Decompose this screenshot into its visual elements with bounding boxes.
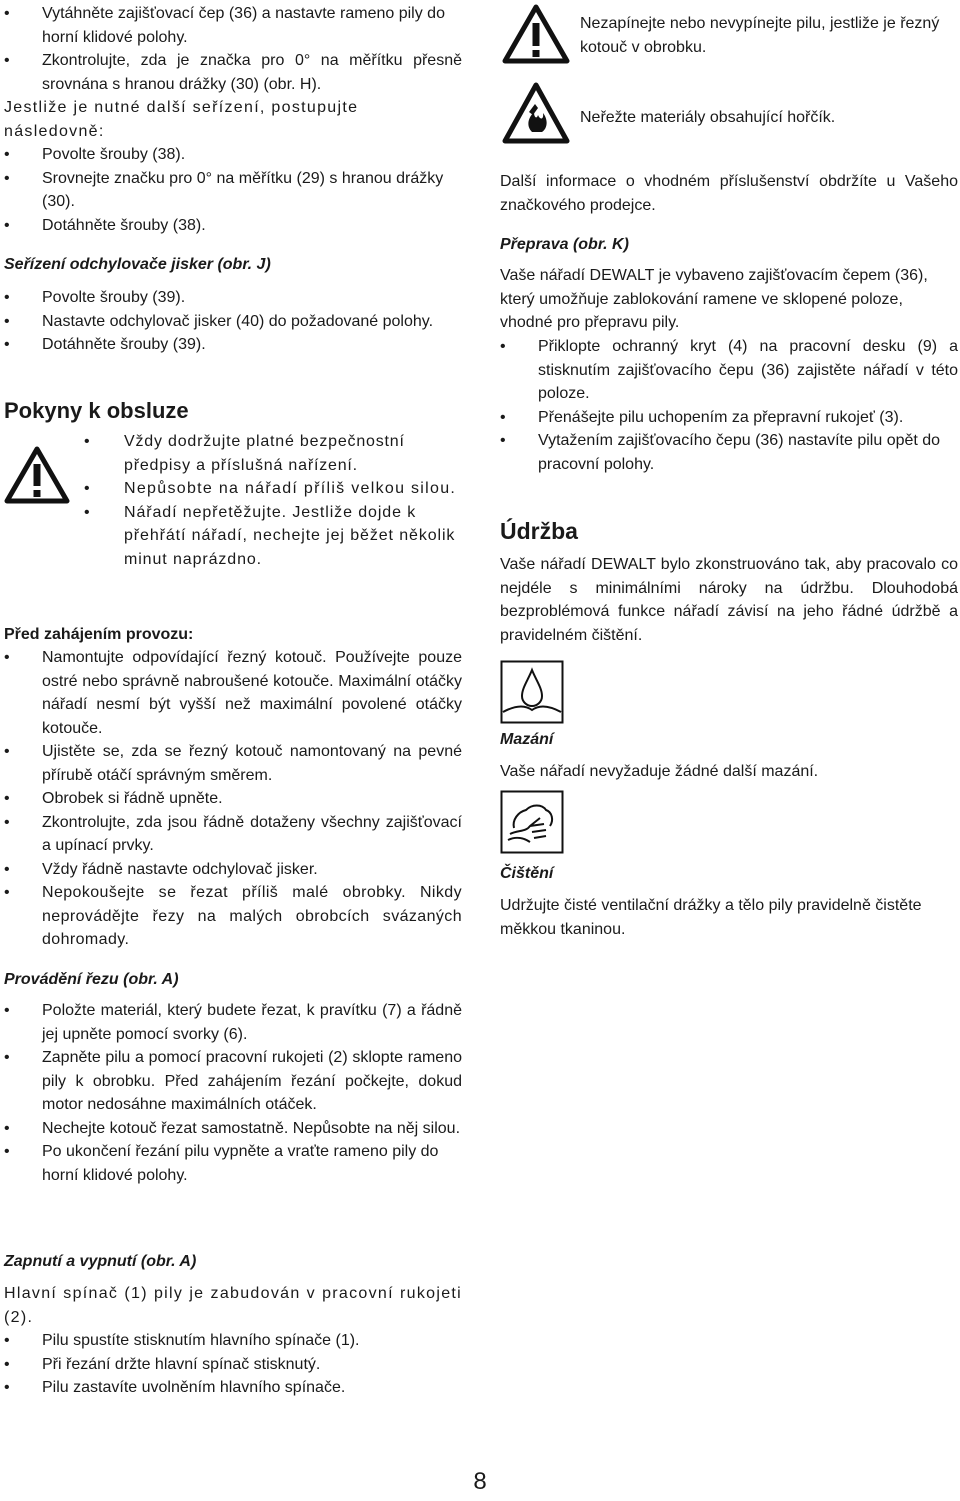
- lubrication-heading: Mazání: [500, 731, 554, 748]
- list-item: • Zkontrolujte, zda je značka pro 0° na měřítku přesně srovnána s hranou drážky (30) (obr. H).: [4, 49, 462, 96]
- intro-bullet-list: [4, 2, 462, 96]
- list-item: • Pilu zastavíte uvolněním hlavního spínače.: [4, 1376, 462, 1400]
- list-item: • Vytažením zajišťovacího čepu (36) nastavíte pilu opět do pracovní polohy.: [500, 429, 958, 476]
- cleaning-hand-icon: [500, 790, 564, 854]
- before-bullet-list: [4, 646, 462, 952]
- warning-triangle-icon: [4, 446, 70, 511]
- warning-magnesium-block: [500, 82, 958, 152]
- lubrication-text: Vaše nářadí nevyžaduje žádné další mazání.: [500, 763, 819, 780]
- ops-warning-block: [4, 430, 462, 595]
- switch-bullet-list: [4, 1329, 462, 1400]
- warning-magnesium-text: Neřežte materiály obsahující hořčík.: [580, 109, 836, 126]
- list-item: • Dotáhněte šrouby (39).: [4, 333, 462, 357]
- adjust-intro: Jestliže je nutné další seřízení, postupujte následovně:: [4, 99, 359, 140]
- list-item: • Dotáhněte šrouby (38).: [4, 214, 462, 238]
- list-item: • Při řezání držte hlavní spínač stisknutý.: [4, 1353, 462, 1377]
- switch-heading: Zapnutí a vypnutí (obr. A): [4, 1253, 197, 1270]
- deflector-bullet-list: [4, 286, 462, 357]
- list-item: • Přenášejte pilu uchopením za přepravní rukojeť (3).: [500, 406, 958, 430]
- list-item: • Vytáhněte zajišťovací čep (36) a nastavte rameno pily do horní klidové polohy.: [4, 2, 462, 49]
- list-item: • Nářadí nepřetěžujte. Jestliže dojde k přehřátí nářadí, nechejte jej běžet několik minut naprázdno.: [84, 501, 462, 572]
- list-item: • Položte materiál, který budete řezat, k pravítku (7) a řádně jej upněte pomocí svorky (6).: [4, 999, 462, 1046]
- cleaning-text: Udržujte čisté ventilační drážky a tělo pily pravidelně čistěte měkkou tkaninou.: [500, 897, 922, 938]
- list-item: • Povolte šrouby (38).: [4, 143, 462, 167]
- maintenance-heading: Údržba: [500, 518, 578, 544]
- transport-bullet-list: [500, 335, 958, 476]
- accessories-text: Další informace o vhodném příslušenství obdržíte u Vašeho značkového prodejce.: [500, 173, 958, 214]
- list-item: • Zkontrolujte, zda jsou řádně dotaženy všechny zajišťovací a upínací prvky.: [4, 811, 462, 858]
- ops-heading: Pokyny k obsluze: [4, 398, 189, 423]
- list-item: • Zapněte pilu a pomocí pracovní rukojeti (2) sklopte rameno pily k obrobku. Před zahájením řezání počkejte, dokud motor nedosáhne maximálních otáček.: [4, 1046, 462, 1117]
- list-item: • Nechejte kotouč řezat samostatně. Nepůsobte na něj silou.: [4, 1117, 462, 1141]
- before-heading: Před zahájením provozu:: [4, 626, 194, 643]
- list-item: • Nastavte odchylovač jisker (40) do požadované polohy.: [4, 310, 462, 334]
- list-item: • Nepůsobte na nářadí příliš velkou silou.: [84, 477, 462, 501]
- cut-heading: Provádění řezu (obr. A): [4, 971, 179, 988]
- cut-bullet-list: [4, 999, 462, 1187]
- list-item: • Nepokoušejte se řezat příliš malé obrobky. Nikdy neprovádějte řezy na malých obrobcích svázaných dohromady.: [4, 881, 462, 952]
- ops-bullet-list: [84, 430, 462, 571]
- maintenance-text: Vaše nářadí DEWALT bylo zkonstruováno tak, aby pracovalo co nejdéle s minimálními nároky na údržbu. Dlouhodobá bezproblémová funkce nářadí závisí na jeho řádné údržbě a pravidelném čištění.: [500, 556, 958, 644]
- transport-text: Vaše nářadí DEWALT je vybaveno zajišťovacím čepem (36), který umožňuje zablokování ramene ve sklopené poloze, vhodné pro přepravu pily.: [500, 267, 928, 331]
- deflector-heading: Seřízení odchylovače jisker (obr. J): [4, 256, 271, 273]
- list-item: • Obrobek si řádně upněte.: [4, 787, 462, 811]
- transport-heading: Přeprava (obr. K): [500, 236, 629, 253]
- list-item: • Vždy dodržujte platné bezpečnostní předpisy a příslušná nařízení.: [84, 430, 462, 477]
- page-number: 8: [473, 1468, 487, 1495]
- warning-triangle-icon: [502, 4, 570, 71]
- cleaning-heading: Čištění: [500, 865, 554, 882]
- list-item: • Přiklopte ochranný kryt (4) na pracovní desku (9) a stisknutím zajišťovacího čepu (36) zajistěte nářadí v této poloze.: [500, 335, 958, 406]
- warning-blade-text: Nezapínejte nebo nevypínejte pilu, jestliže je řezný kotouč v obrobku.: [580, 15, 940, 56]
- oil-drop-icon: [500, 660, 564, 724]
- list-item: • Po ukončení řezání pilu vypněte a vraťte rameno pily do horní klidové polohy.: [4, 1140, 462, 1187]
- list-item: • Namontujte odpovídající řezný kotouč. Používejte pouze ostré nebo správně nabroušené kotouče. Maximální otáčky nářadí nesmí být vyšší než maximální povolené otáčky kotouče.: [4, 646, 462, 740]
- list-item: • Vždy řádně nastavte odchylovač jisker.: [4, 858, 462, 882]
- fire-hazard-icon: [502, 82, 570, 151]
- adjust-bullet-list: [4, 143, 462, 237]
- switch-intro: Hlavní spínač (1) pily je zabudován v pracovní rukojeti (2).: [4, 1285, 462, 1326]
- list-item: • Povolte šrouby (39).: [4, 286, 462, 310]
- list-item: • Srovnejte značku pro 0° na měřítku (29) s hranou drážky (30).: [4, 167, 462, 214]
- list-item: • Pilu spustíte stisknutím hlavního spínače (1).: [4, 1329, 462, 1353]
- list-item: • Ujistěte se, zda se řezný kotouč namontovaný na pevné přírubě otáčí správným směrem.: [4, 740, 462, 787]
- warning-blade-block: [500, 0, 958, 70]
